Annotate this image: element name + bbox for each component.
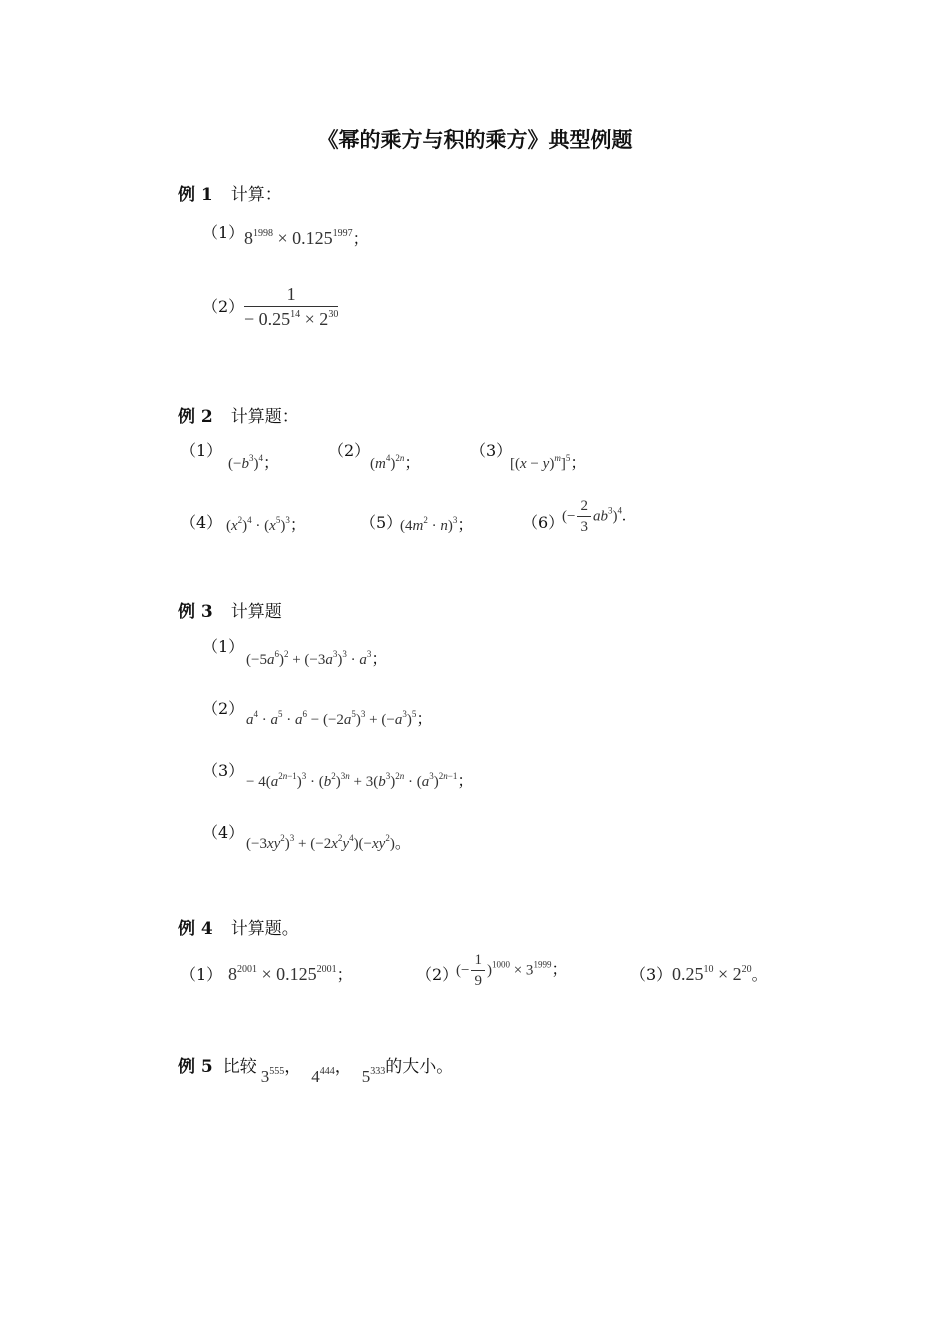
example-3-prompt: 计算题 xyxy=(230,602,282,622)
example-1-item-2-expression: $\frac{1}{- 0.25^{14} \times 2^{30}}$ xyxy=(244,284,339,329)
example-3-item-4-number: （4） xyxy=(202,823,245,842)
example-2-item-6-number: （6） xyxy=(522,513,565,532)
example-3-item-2-expression: $a^4 \cdot a^5 \cdot a^6 - (-2a^5)^3 + (-a^3)^5$； xyxy=(246,709,433,728)
example-5-expr-3: $5^{333}$ xyxy=(361,1066,386,1086)
example-2-item-1-number: （1） xyxy=(180,441,223,460)
example-3-item-4-expression: $(-3xy^2)^3 + (-2x^2y^4)(-xy^2)$。 xyxy=(246,833,411,852)
example-3-item-3-expression: − $4(a^{2n-1})^3 \cdot (b^2)^{3n} + 3(b^3)^{2n} \cdot (a^3)^{2n-1}$； xyxy=(246,771,474,790)
example-4-item-3-expression: $0.25^{10} \times 2^{20}$。 xyxy=(672,964,768,984)
example-5-expr-2: $4^{444}$ xyxy=(311,1066,335,1086)
example-5-label: 例 5 xyxy=(178,1057,213,1077)
example-4-item-2-number: （2） xyxy=(416,965,459,984)
example-2-item-1-expression: $(-b^3)^4$； xyxy=(228,453,279,472)
example-1-heading xyxy=(178,180,282,205)
example-4-item-3-number: （3） xyxy=(630,965,673,984)
example-5-text-pre: 比较 xyxy=(222,1057,257,1077)
example-4-item-2-expression: (− $\frac{1}{9}$ )$^{1000} \times 3^{1999}$； xyxy=(456,952,568,990)
example-2-heading xyxy=(178,402,299,427)
example-1-item-1-number: （1） xyxy=(202,223,245,242)
example-4-label: 例 4 xyxy=(178,919,213,939)
example-2-item-6-expression: (− $\frac{2}{3}$ $ab^3)^4$. xyxy=(562,498,626,536)
example-2-item-2-number: （2） xyxy=(328,441,371,460)
example-2-item-5-number: （5） xyxy=(360,513,403,532)
example-3-item-1-expression: $(-5a^6)^2 + (-3a^3)^3 \cdot a^3$； xyxy=(246,649,388,668)
example-4-heading xyxy=(178,914,299,939)
example-3-label: 例 3 xyxy=(178,602,213,622)
example-5-heading: 例 5 比较 $3^{555}$， $4^{444}$， $5^{333}$的大小。 xyxy=(178,1057,454,1086)
example-5-text-post: 的大小。 xyxy=(385,1057,454,1077)
example-1-label: 例 1 xyxy=(178,185,213,205)
example-1-item-1-expression: $8^{1998} \times 0.125^{1997}$； xyxy=(244,228,369,248)
example-4-item-1-number: （1） xyxy=(180,965,223,984)
example-2-label: 例 2 xyxy=(178,407,213,427)
example-2-item-2-expression: $(m^4)^{2n}$； xyxy=(370,453,421,472)
example-3-item-2-number: （2） xyxy=(202,699,245,718)
page-title: 《幂的乘方与积的乘方》典型例题 xyxy=(317,127,633,152)
example-2-item-3-number: （3） xyxy=(470,441,513,460)
example-5-expr-1: $3^{555}$ xyxy=(260,1066,285,1086)
example-2-item-4-number: （4） xyxy=(180,513,223,532)
example-4-item-1-expression: $8^{2001} \times 0.125^{2001}$； xyxy=(228,964,353,984)
example-2-item-3-expression: $[(x - y)^m]^5$； xyxy=(510,453,587,472)
example-3-heading xyxy=(178,597,282,622)
example-1-prompt: 计算： xyxy=(230,185,282,205)
example-2-prompt: 计算题： xyxy=(230,407,299,427)
example-3-item-1-number: （1） xyxy=(202,637,245,656)
example-3-item-3-number: （3） xyxy=(202,761,245,780)
example-1-item-2-number: （2） xyxy=(202,297,245,316)
example-4-prompt: 计算题。 xyxy=(230,919,299,939)
example-2-item-5-expression: $(4m^2 \cdot n)^3$； xyxy=(400,515,474,534)
example-2-item-4-expression: $(x^2)^4 \cdot (x^5)^3$； xyxy=(226,515,306,534)
